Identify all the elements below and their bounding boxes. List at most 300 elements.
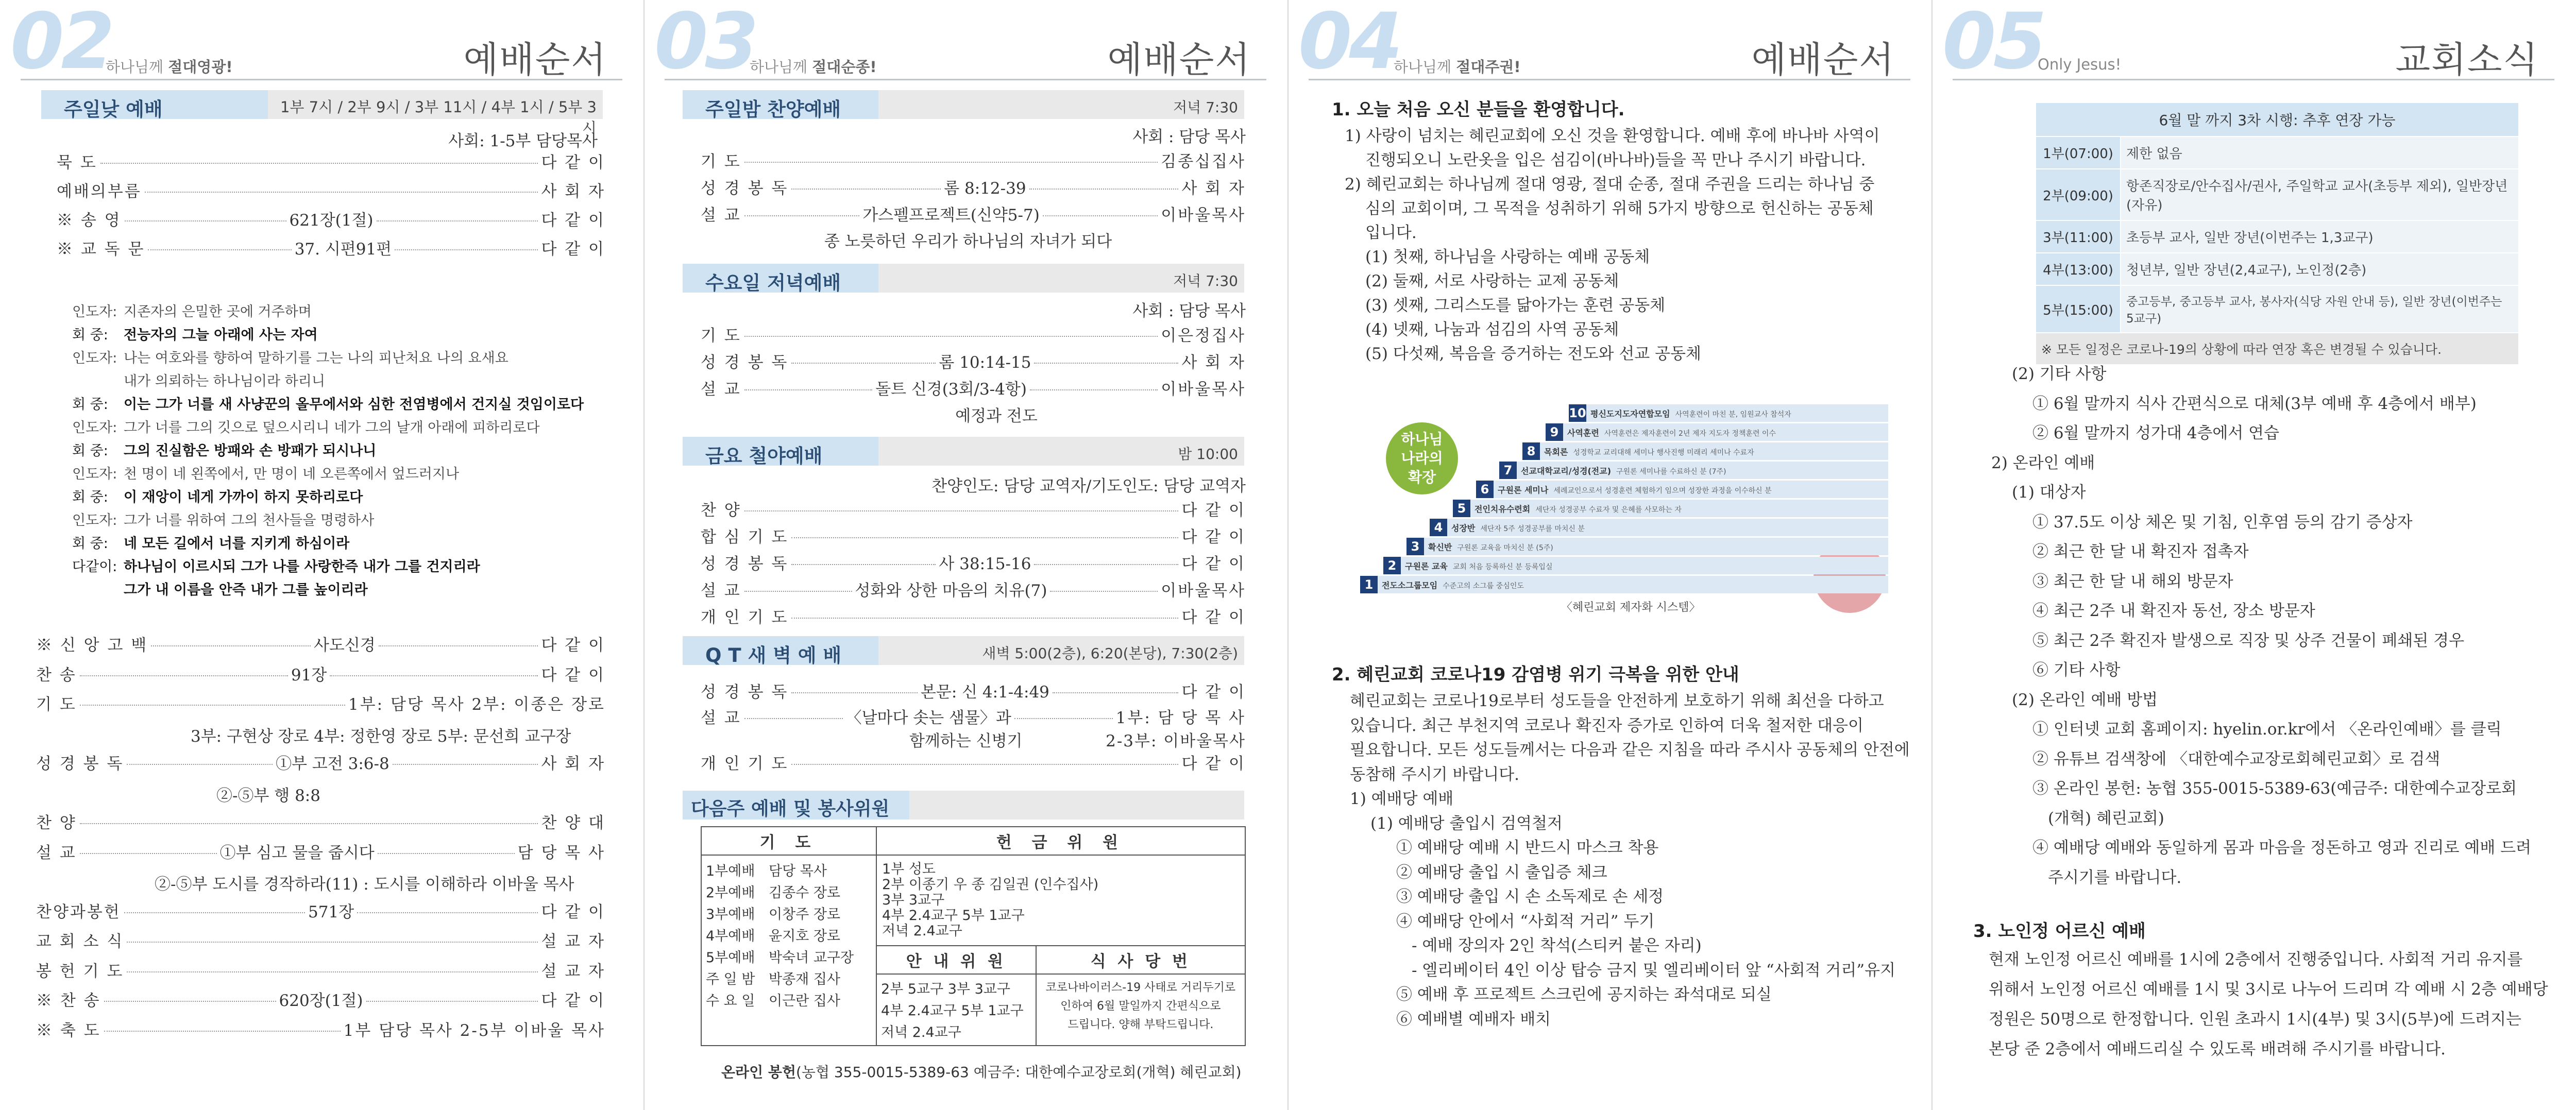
attendees: 중고등부, 중고등부 교사, 봉사자(식당 자원 안내 등), 일반 장년(이번주는 5교구) [2121, 285, 2519, 333]
item-leader: 1부 담당 목사 2-5부 이바울 목사 [343, 1021, 605, 1040]
body-line: ① 예배당 예배 시 반드시 마스크 착용 [1396, 839, 1659, 857]
schedule-row [2036, 169, 2519, 220]
body-line: - 엘리베이터 4인 이상 탑승 금지 및 엘리베이터 앞 “사회적 거리”유지 [1412, 961, 1896, 980]
item-label: 찬 양 [36, 814, 77, 832]
item-leader: 이바울목사 [1161, 380, 1246, 399]
leader-dots [744, 591, 852, 592]
header-rule [665, 79, 1266, 80]
page-title: 예배순서 [1107, 39, 1251, 81]
sermon-subtitle: 함께하는 신병기 [909, 732, 1023, 750]
item-label: 찬양과봉헌 [36, 902, 121, 921]
offer-row: 저녁 2.4교구 [882, 923, 962, 939]
leader-dots [744, 389, 872, 390]
item-label: 찬 양 [701, 501, 741, 520]
item-leader: 1부: 담당 목사 2부: 이종은 장로 [348, 695, 605, 714]
leader-dots [366, 1001, 538, 1002]
program-row [701, 349, 1246, 375]
page-number: 05 [1942, 0, 2044, 87]
step-desc: 세단자 5주 성경공부를 마치신 분 [1480, 525, 1585, 533]
pray-row [706, 926, 872, 947]
speaker: 인도자: [72, 420, 117, 436]
item-label: 설 교 [701, 709, 741, 727]
col-offer: 헌 금 위 원 [876, 827, 1245, 855]
body-line: (1) 첫째, 하나님을 사랑하는 예배 공동체 [1365, 248, 1650, 266]
item-label: 설 교 [701, 206, 741, 225]
item-label: 성 경 봉 독 [701, 353, 789, 372]
body-line: 정원은 50명으로 한정합니다. 인원 초과시 1시(4부) 및 3시(5부)에 드려지는 [1989, 1010, 2521, 1029]
page-number: 02 [10, 0, 112, 87]
item-content: ①부 심고 물을 줍시다 [219, 843, 375, 862]
program-row: 개 인 기 도 다 같 이 [701, 755, 1246, 773]
body-line: ② 유튜브 검색창에 〈대한예수교장로회혜린교회〉로 검색 [2032, 749, 2441, 769]
step-title: 확신반 [1428, 542, 1452, 552]
step-desc: 사역훈련이 마친 분, 임원교사 참석자 [1675, 411, 1791, 419]
program-note: 3부: 구현상 장로 4부: 정한영 장로 5부: 문선희 교구장 [191, 727, 571, 746]
page-slogan: 하나님께 절대영광! [106, 58, 233, 76]
diagram-caption: 〈혜린교회 제자화 시스템〉 [1561, 601, 1701, 614]
body-line: 2) 혜린교회는 하나님께 절대 영광, 절대 순종, 절대 주권을 드리는 하나님 중 [1345, 175, 1875, 194]
item-content: 620장(1절) [279, 992, 363, 1010]
responsive-reading-line [72, 486, 363, 506]
body-line: 입니다. [1365, 224, 1417, 242]
item-label: ※ 송 영 [57, 211, 122, 230]
pray-row [706, 969, 872, 991]
item-leader: 다 같 이 [541, 636, 606, 655]
program-row [36, 750, 605, 776]
leader-dots [100, 163, 538, 164]
program-row [701, 705, 1246, 730]
body-line: (2) 온라인 예배 방법 [2012, 690, 2158, 709]
leader-dots [330, 675, 538, 676]
service-time: 저녁 7:30 [878, 264, 1244, 293]
page-05 [1932, 0, 2575, 1110]
program-row [36, 691, 605, 717]
leader-dots [744, 510, 1179, 511]
leader-dots [395, 249, 538, 250]
item-leader: 다 같 이 [1181, 608, 1246, 627]
item-content: 본문: 신 4:1-4:49 [920, 683, 1049, 702]
meal-line: 코로나바이러스-19 사태로 거리두기로 [1045, 981, 1236, 994]
program-row [57, 236, 605, 262]
step-title: 구원론 교육 [1405, 561, 1448, 571]
pray-row [706, 947, 872, 969]
reading-text: 지존자의 은밀한 곳에 거주하며 [124, 304, 312, 320]
attendees: 초등부 교사, 일반 장년(이번주는 1,3교구) [2121, 220, 2519, 253]
body-line: (3) 셋째, 그리스도를 닮아가는 훈련 공동체 [1365, 296, 1666, 315]
program-note: ②-⑤부 행 8:8 [216, 786, 320, 805]
body-line: ③ 온라인 봉헌: 농협 355-0015-5389-63(예금주: 대한예수교장로회 [2032, 779, 2517, 798]
body-line: (2) 둘째, 서로 사랑하는 교제 공동체 [1365, 272, 1619, 291]
item-leader: 다 같 이 [541, 992, 606, 1010]
program-row [701, 551, 1246, 576]
guide-row: 2부 5교구 3부 3교구 [881, 981, 1010, 997]
item-label: 기 도 [36, 695, 77, 714]
item-leader: 사 회 자 [1181, 179, 1246, 198]
pray-row [706, 861, 872, 882]
reading-text: 천 명이 네 왼쪽에서, 만 명이 네 오른쪽에서 엎드러지나 [124, 466, 460, 482]
body-line: 현재 노인정 어르신 예배를 1시에 2층에서 진행중입니다. 사회적 거리 유지를 [1989, 950, 2523, 969]
step-title: 목회론 [1544, 447, 1568, 457]
reading-text: 하나님이 이르시되 그가 나를 사랑한즉 내가 그를 건지리라 [124, 559, 480, 575]
leader-dots [791, 692, 918, 693]
item-label: 성 경 봉 독 [701, 555, 789, 573]
leader-dots [1034, 363, 1178, 364]
schedule-header: 6월 말 까지 3차 시행: 추후 연장 가능 [2036, 103, 2519, 136]
body-line: (1) 대상자 [2012, 483, 2086, 502]
program-row [701, 497, 1246, 523]
service-name: 5부예배 [706, 950, 755, 966]
program-row [36, 958, 605, 984]
body-line: ⑥ 예배별 예배자 배치 [1396, 1010, 1551, 1029]
staff-band [683, 791, 1244, 819]
service-time: 새벽 5:00(2층), 6:20(본당), 7:30(2층) [878, 636, 1244, 665]
discipleship-step [1499, 462, 1888, 479]
step-title: 사역훈련 [1567, 428, 1599, 438]
item-content: 91장 [291, 665, 327, 685]
page-title: 예배순서 [463, 39, 607, 81]
col-meal: 식 사 당 번 [1036, 946, 1245, 974]
body-line: ② 최근 한 달 내 확진자 접촉자 [2032, 542, 2249, 561]
discipleship-step [1476, 481, 1888, 498]
program-row [57, 178, 605, 204]
pray-leader: 박종재 집사 [769, 971, 840, 987]
leader-dots [379, 645, 538, 646]
page-slogan: 하나님께 절대주권! [1394, 58, 1521, 76]
step-desc: 구원론 교육을 마치신 분 (5주) [1457, 544, 1553, 552]
schedule-note: ※ 모든 일정은 코로나-19의 상황에 따라 연장 혹은 변경될 수 있습니다. [2036, 333, 2519, 365]
leader-dots [791, 189, 941, 190]
attendees: 제한 없음 [2121, 136, 2519, 169]
item-leader: 1부: 담 당 목 사 [1115, 709, 1246, 727]
item-leader: 설 교 자 [541, 962, 605, 981]
pray-leader: 윤지호 장로 [769, 928, 840, 944]
item-content: 〈날마다 솟는 샘물〉과 [845, 709, 1011, 727]
discipleship-step [1360, 576, 1888, 593]
item-leader: 사 회 자 [1181, 353, 1246, 372]
item-label: 설 교 [701, 380, 741, 399]
speaker: 회 중: [72, 443, 108, 459]
program-row [701, 322, 1246, 348]
section-heading: 1. 오늘 처음 오신 분들을 환영합니다. [1332, 99, 1625, 120]
item-label: ※ 축 도 [36, 1021, 101, 1040]
item-label: 설 교 [36, 843, 77, 862]
item-label: 합 심 기 도 [701, 528, 789, 547]
discipleship-step [1430, 519, 1888, 536]
item-leader: 사 회 자 [541, 755, 606, 773]
item-label: 교 회 소 식 [36, 932, 124, 951]
offer-list [876, 855, 1245, 946]
header-rule [1953, 79, 2554, 80]
item-leader: 사 회 자 [541, 182, 605, 201]
online-offering: 온라인 봉헌(농협 355-0015-5389-63 예금주: 대한예수교장로회(개혁) 혜린교회) [721, 1064, 1242, 1081]
body-line: (개혁) 혜린교회) [2048, 809, 2164, 828]
discipleship-step [1522, 442, 1888, 460]
speaker: 회 중: [72, 489, 108, 505]
service-band [683, 264, 1244, 293]
body-line: (5) 다섯째, 복음을 증거하는 전도와 선교 공동체 [1365, 345, 1701, 363]
leader-dots [791, 564, 936, 565]
step-title: 평신도지도자연합모임 [1590, 409, 1670, 419]
body-line: ① 6월 말까지 식사 간편식으로 대체(3부 예배 후 4층에서 배부) [2032, 394, 2477, 413]
step-number: 4 [1430, 519, 1447, 536]
body-line: 필요합니다. 모든 성도들께서는 다음과 같은 지침을 따라 주시사 공동체의 안전에 [1350, 741, 1910, 759]
leader-dots [127, 942, 538, 943]
body-line: 혜린교회는 코로나19로부터 성도들을 안전하게 보호하기 위해 최선을 다하고 [1350, 692, 1884, 710]
body-line: ② 예배당 출입 시 출입증 체크 [1396, 863, 1607, 882]
service-time: 밤 10:00 [878, 437, 1244, 466]
item-leader: 다 같 이 [1181, 683, 1246, 702]
reading-text: 나는 여호와를 향하여 말하기를 그는 나의 피난처요 나의 요새요 [124, 350, 509, 366]
leader-dots [357, 912, 538, 913]
reading-text: 이 재앙이 네게 가까이 하지 못하리로다 [124, 489, 363, 505]
discipleship-step [1546, 423, 1888, 441]
program-row [36, 899, 605, 925]
program-row [701, 376, 1246, 402]
discipleship-step [1383, 557, 1888, 574]
program-row [36, 662, 605, 688]
item-label: 성 경 봉 독 [36, 755, 124, 773]
item-leader: 찬 양 대 [541, 814, 605, 832]
body-line: 있습니다. 최근 부천지역 코로나 확진자 증가로 인하여 더욱 철저한 대응이 [1350, 716, 1863, 735]
body-line: ① 인터넷 교회 홈페이지: hyelin.or.kr에서 〈온라인예배〉를 클릭 [2032, 720, 2502, 739]
body-line: 1) 예배당 예배 [1350, 790, 1454, 808]
header-rule [21, 79, 622, 80]
reading-text: 내가 의뢰하는 하나님이라 하리니 [124, 373, 325, 389]
item-label: 성 경 봉 독 [701, 683, 789, 702]
section-heading: 2. 혜린교회 코로나19 감염병 위기 극복을 위한 안내 [1332, 664, 1739, 685]
item-content: 가스펠프로젝트(신약5-7) [862, 206, 1040, 225]
body-line: (2) 기타 사항 [2012, 365, 2107, 383]
responsive-reading-line [72, 555, 480, 575]
leader-dots [1034, 564, 1178, 565]
responsive-reading-line [124, 578, 368, 599]
item-leader: 이바울목사 [1161, 206, 1246, 225]
reading-text: 이는 그가 너를 새 사냥꾼의 올무에서와 심한 전염병에서 건지실 것임이로다 [124, 397, 584, 413]
meal-line: 드립니다. 양해 부탁드립니다. [1067, 1018, 1214, 1031]
meal-line: 인하여 6월 말일까지 간편식으로 [1060, 1000, 1221, 1013]
speaker: 회 중: [72, 327, 108, 343]
item-leader: 다 같 이 [541, 211, 606, 230]
leader-dots [378, 853, 515, 854]
speaker: 인도자: [72, 513, 117, 528]
item-label: ※ 교 독 문 [57, 240, 145, 259]
body-line: 1) 사랑이 넘치는 혜린교회에 오신 것을 환영합니다. 예배 후에 바나바 사역이 [1345, 127, 1880, 145]
page-slogan: Only Jesus! [2038, 56, 2122, 73]
service-name: 주 일 밤 [706, 971, 755, 987]
service-label: Q T 새 벽 예 배 [683, 636, 878, 665]
section-heading: 3. 노인정 어르신 예배 [1973, 921, 2146, 942]
body-line: ⑥ 기타 사항 [2032, 661, 2121, 679]
service-name: 2부예배 [706, 885, 755, 901]
item-leader: 다 같 이 [1181, 501, 1246, 520]
body-line: (4) 넷째, 나눔과 섬김의 사역 공동체 [1365, 320, 1619, 339]
program-row [36, 810, 605, 835]
leader-dots [1030, 389, 1158, 390]
body-line: ④ 예배당 예배와 동일하게 몸과 마음을 정돈하고 영과 진리로 예배 드려 [2032, 839, 2532, 857]
leader-dots [744, 718, 843, 719]
program-row [701, 679, 1246, 705]
leader-dots [80, 853, 217, 854]
item-leader: 다 같 이 [1181, 555, 1246, 573]
header-rule [1309, 79, 1910, 80]
step-desc: 교회 처음 등록하신 분 등록입실 [1452, 563, 1553, 571]
program-row [36, 632, 605, 658]
offer-row: 4부 2.4교구 5부 1교구 [882, 908, 1025, 924]
item-leader: 설 교 자 [541, 932, 605, 951]
body-line: 주시기를 바랍니다. [2048, 868, 2182, 887]
guide-list [876, 974, 1036, 1046]
page-02 [0, 0, 643, 1110]
item-label: ※ 찬 송 [36, 992, 101, 1010]
step-number: 5 [1453, 500, 1470, 517]
pray-row [706, 882, 872, 904]
item-leader: 담 당 목 사 [517, 843, 605, 862]
leader-dots [80, 705, 345, 706]
col-pray: 기 도 [701, 827, 876, 855]
service-label: 금요 철야예배 [683, 437, 878, 466]
leader-dots [791, 363, 936, 364]
item-label: ※ 신 앙 고 백 [36, 636, 148, 655]
step-number: 8 [1522, 442, 1540, 460]
leader-dots [791, 537, 1178, 538]
service-time: 4부(13:00) [2036, 253, 2121, 285]
leader-dots [104, 1001, 276, 1002]
col-guide: 안 내 위 원 [876, 946, 1036, 974]
item-leader: 다 같 이 [541, 153, 605, 172]
leader-dots [377, 220, 538, 221]
responsive-reading-line [72, 416, 540, 436]
leader-dots [744, 215, 859, 216]
meal-note [1036, 974, 1245, 1046]
service-time: 5부(15:00) [2036, 285, 2121, 333]
service-band [41, 90, 603, 137]
leader-dots [125, 220, 286, 221]
body-line: - 예배 장의자 2인 착석(스티커 붙은 자리) [1412, 936, 1702, 955]
page-title: 예배순서 [1751, 39, 1895, 81]
pray-row [706, 991, 872, 1012]
item-content: 571장 [308, 902, 354, 921]
item-content: 사 38:15-16 [939, 555, 1031, 573]
speaker: 회 중: [72, 397, 108, 413]
item-leader: 다 같 이 [541, 902, 605, 921]
service-name: 수 요 일 [706, 993, 755, 1009]
offer-row: 3부 3교구 [882, 892, 945, 908]
service-time: 3부(11:00) [2036, 220, 2121, 253]
step-desc: 세례교인으로서 성경훈련 체험하기 임으며 성장한 과정을 이수하신 분 [1553, 487, 1772, 495]
discipleship-step [1453, 500, 1888, 517]
leader-dots [1050, 591, 1158, 592]
item-content: 롬 10:14-15 [939, 353, 1031, 372]
leader-dots [145, 192, 538, 193]
item-label: 성 경 봉 독 [701, 179, 789, 198]
page-title: 교회소식 [2395, 39, 2539, 81]
staff-table [701, 826, 1246, 1046]
schedule-row [2036, 253, 2519, 285]
service-name: 3부예배 [706, 907, 755, 923]
program-row [701, 148, 1246, 174]
service-schedule-table [2035, 102, 2519, 365]
step-desc: 세단자 성경공부 수료자 및 은혜를 사모하는 자 [1535, 506, 1682, 514]
item-label: 예배의부름 [57, 182, 142, 201]
reading-text: 그가 너를 위하여 그의 천사들을 명령하사 [124, 513, 375, 528]
leader-dots [124, 912, 305, 913]
item-label: 봉 헌 기 도 [36, 962, 124, 981]
reading-text: 그가 내 이름을 안즉 내가 그를 높이리라 [124, 582, 368, 598]
item-label: 기 도 [701, 152, 741, 171]
program-row [701, 604, 1246, 630]
host-line: 사회: 1-5부 담당목사 [448, 132, 598, 150]
body-line: ⑤ 최근 2주 확진자 발생으로 직장 및 상주 건물이 폐쇄된 경우 [2032, 631, 2465, 650]
program-row [36, 987, 605, 1013]
item-label: 묵 도 [57, 153, 97, 172]
discipleship-step [1406, 538, 1888, 555]
item-leader: 다 같 이 [541, 665, 606, 685]
body-line: ③ 예배당 출입 시 손 소독제로 손 세정 [1396, 887, 1664, 906]
step-title: 성장반 [1451, 523, 1476, 533]
host-line: 사회 : 담당 목사 [1132, 302, 1246, 320]
reading-text: 그의 진실함은 방패와 손 방패가 되시나니 [124, 443, 377, 459]
leader-dots [104, 1031, 341, 1032]
guide-row: 저녁 2.4교구 [881, 1024, 961, 1040]
item-label: 개 인 기 도 [701, 608, 789, 627]
pray-leader: 이창주 장로 [769, 907, 840, 923]
body-line: 위해서 노인정 어르신 예배를 1시 및 3시로 나누어 드리며 각 예배 시 2층 예배당 [1989, 980, 2548, 999]
leader-dots [393, 764, 538, 765]
body-line: ① 37.5도 이상 체온 및 기침, 인후염 등의 감기 증상자 [2032, 513, 2413, 532]
leader-dots [80, 675, 288, 676]
speaker: 인도자: [72, 350, 117, 366]
item-label: 기 도 [701, 327, 741, 345]
item-content: 37. 시편91편 [294, 240, 392, 259]
step-number: 1 [1360, 576, 1378, 593]
responsive-reading-line [72, 463, 459, 483]
body-line: (1) 예배당 출입시 검역철저 [1370, 814, 1563, 833]
reading-text: 네 모든 길에서 너를 지키게 하심이라 [124, 536, 350, 552]
leader-dots [151, 645, 311, 646]
body-line: 본당 준 2층에서 예배드리실 수 있도록 배려해 주시기를 바랍니다. [1989, 1040, 2446, 1058]
body-line: ③ 최근 한 달 내 해외 방문자 [2032, 572, 2233, 591]
reading-text: 그가 너를 그의 깃으로 덮으시리니 네가 그의 날개 아래에 피하리로다 [124, 420, 540, 436]
step-title: 전도소그룹모임 [1382, 580, 1438, 590]
item-content: ①부 고전 3:6-8 [276, 755, 389, 773]
program-row [36, 928, 605, 954]
schedule-row [2036, 220, 2519, 253]
host-line: 찬양인도: 담당 교역자/기도인도: 담당 교역자 [931, 477, 1246, 496]
pray-list [701, 855, 876, 1046]
kingdom-circle: 하나님 나라의 확장 [1386, 422, 1458, 494]
discipleship-step [1569, 404, 1888, 422]
pray-leader: 담당 목사 [769, 863, 827, 879]
item-content: 621장(1절) [289, 211, 374, 230]
leader-dots [1053, 692, 1179, 693]
body-line: 진행되오니 노란옷을 입은 섬김이(바나바)들을 꼭 만나 주시기 바랍니다. [1365, 151, 1866, 169]
pray-leader: 이근란 집사 [769, 993, 840, 1009]
service-times: 1부 7시 / 2부 9시 / 3부 11시 / 4부 1시 / 5부 3시 [268, 90, 603, 119]
reading-text: 전능자의 그늘 아래에 사는 자여 [124, 327, 318, 343]
item-content: 사도신경 [313, 636, 376, 655]
schedule-row [2036, 136, 2519, 169]
service-label: 주일밤 찬양예배 [683, 90, 878, 119]
service-time: 저녁 7:30 [878, 90, 1244, 119]
service-name: 4부예배 [706, 928, 755, 944]
item-content: 롬 8:12-39 [944, 179, 1026, 198]
responsive-reading-line [72, 347, 509, 367]
program-note: ②-⑤부 도시를 경작하라(11) : 도시를 이해하라 이바울 목사 [155, 875, 574, 894]
body-line: ⑤ 예배 후 프로젝트 스크린에 공지하는 좌석대로 되실 [1396, 985, 1772, 1004]
speaker: 인도자: [72, 304, 117, 320]
body-line: ④ 최근 2주 내 확진자 동선, 장소 방문자 [2032, 602, 2315, 620]
service-time: 1부(07:00) [2036, 136, 2121, 169]
